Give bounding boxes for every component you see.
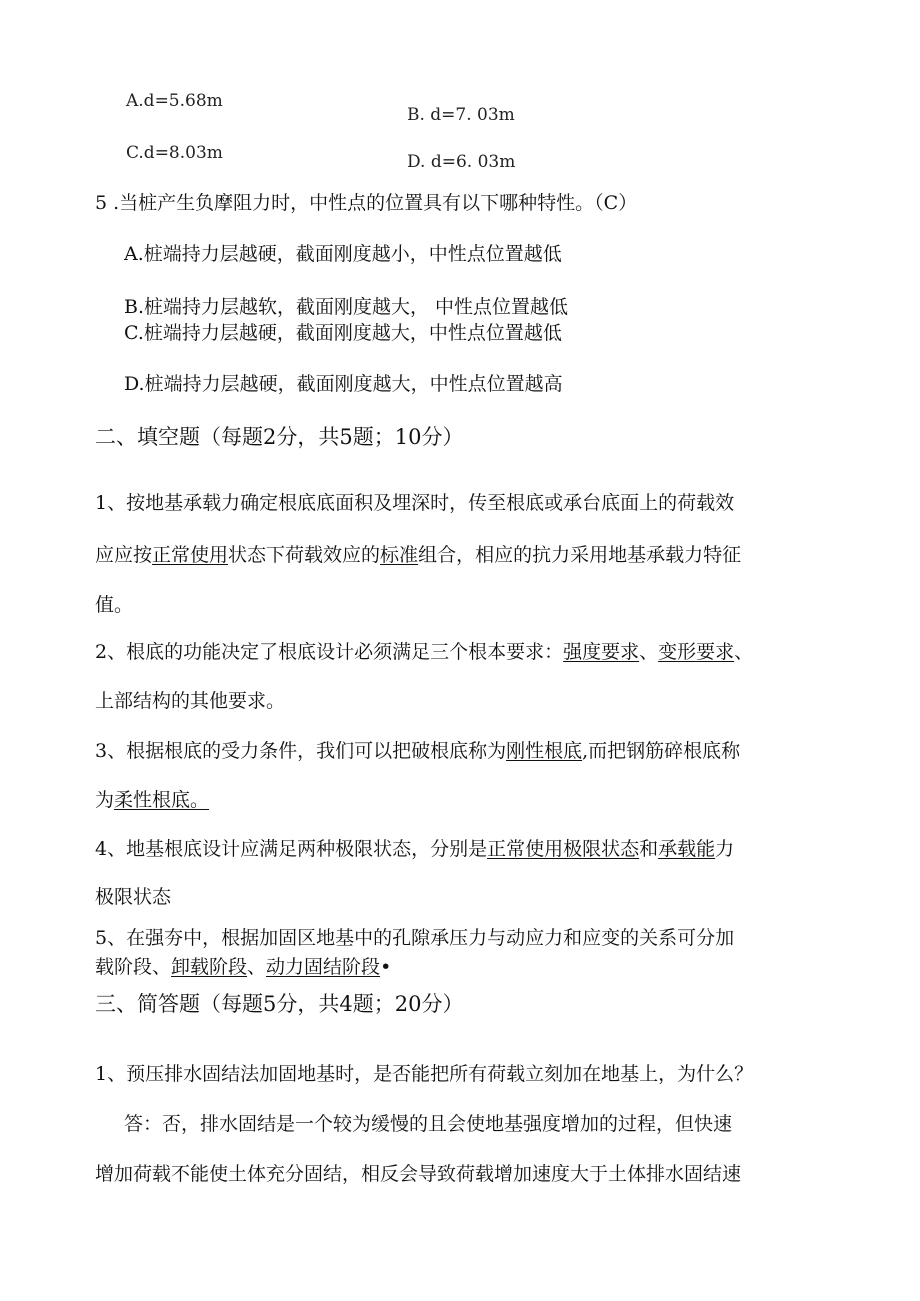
s2-item2-line1: [95, 641, 753, 664]
s2-item2-answer1: 强度要求: [563, 641, 640, 663]
s2-item3-post: ,而把钢筋碎根底称: [582, 740, 741, 762]
q4-option-b: B. d=7. 03m: [407, 105, 515, 125]
s2-item4-pre: 4、地基根底设计应满足两种极限状态，分别是: [95, 838, 488, 860]
s2-item1-line2-post: 组合，相应的抗力采用地基承载力特征: [418, 544, 742, 566]
q5-stem: 5 .当桩产生负摩阻力时，中性点的位置具有以下哪种特性。（C）: [95, 192, 638, 214]
s2-item4-line2: 极限状态: [95, 886, 172, 908]
q5-option-b: B.桩端持力层越软，截面刚度越大， 中性点位置越低: [124, 296, 569, 318]
s2-item1-answer2: 标准: [380, 544, 419, 566]
s2-item4-answer2: 承载能: [658, 838, 716, 860]
q4-option-c: C.d=8.03m: [126, 143, 223, 163]
s2-item5-answer1: 卸载阶段: [171, 956, 248, 978]
s3-question1: 1、预压排水固结法加固地基时，是否能把所有荷载立刻加在地基上，为什么？: [95, 1063, 754, 1085]
s2-item3-pre: 3、根据根底的受力条件，我们可以把破根底称为: [95, 740, 507, 762]
s2-item2-post: 、: [734, 641, 754, 663]
s2-item2-answer2: 变形要求: [658, 641, 735, 663]
s2-item5-pre: 载阶段、: [95, 956, 172, 978]
s2-item4-answer1: 正常使用极限状态: [487, 838, 640, 860]
s2-item3-line2-pre: 为: [95, 789, 115, 811]
q5-option-d: D.桩端持力层越硬，截面刚度越大，中性点位置越高: [124, 373, 563, 395]
section3-title: 三、简答题（每题5分，共4题；20分）: [95, 992, 464, 1016]
s2-item3-line1: [95, 740, 740, 763]
s2-item4-post: 力: [715, 838, 735, 860]
s2-item5-answer2: 动力固结阶段: [266, 956, 381, 978]
s2-item1-line1: 1、按地基承载力确定根底底面积及埋深时，传至根底或承台底面上的荷载效: [95, 492, 735, 514]
s2-item2-sep: 、: [639, 641, 659, 663]
s2-item1-line2: [95, 544, 741, 567]
q5-option-a: A.桩端持力层越硬，截面刚度越小，中性点位置越低: [124, 243, 562, 265]
s2-item2-line2: 上部结构的其他要求。: [95, 690, 286, 712]
s2-item5-sep: 、: [247, 956, 267, 978]
s2-item4-line1: [95, 838, 734, 861]
s2-item4-mid: 和: [639, 838, 659, 860]
s2-item1-answer1: 正常使用: [152, 544, 229, 566]
s3-answer-line1: 答：否，排水固结是一个较为缓慢的且会使地基强度增加的过程，但快速: [124, 1113, 733, 1135]
s2-item5-post: •: [380, 956, 392, 978]
s2-item1-line2-mid: 状态下荷载效应的: [228, 544, 381, 566]
s2-item3-line2: [95, 789, 209, 812]
q5-option-c: C.桩端持力层越硬，截面刚度越大，中性点位置越低: [124, 322, 562, 344]
s2-item3-answer1: 刚性根底: [506, 740, 583, 762]
s2-item5-line1: 5、在强夯中，根据加固区地基中的孔隙承压力与动应力和应变的关系可分加: [95, 927, 735, 949]
s2-item5-line2: [95, 956, 391, 979]
s2-item3-answer2: 柔性根底。: [114, 789, 210, 811]
section2-title: 二、填空题（每题2分，共5题；10分）: [95, 425, 464, 449]
q4-option-d: D. d=6. 03m: [407, 152, 516, 172]
q4-option-a: A.d=5.68m: [126, 91, 223, 111]
s3-answer-line2: 增加荷载不能使土体充分固结，相反会导致荷载增加速度大于土体排水固结速: [95, 1163, 742, 1185]
s2-item1-line3: 值。: [95, 594, 134, 616]
s2-item1-line2-pre: 应应按: [95, 544, 153, 566]
s2-item2-pre: 2、根底的功能决定了根底设计必须满足三个根本要求：: [95, 641, 564, 663]
